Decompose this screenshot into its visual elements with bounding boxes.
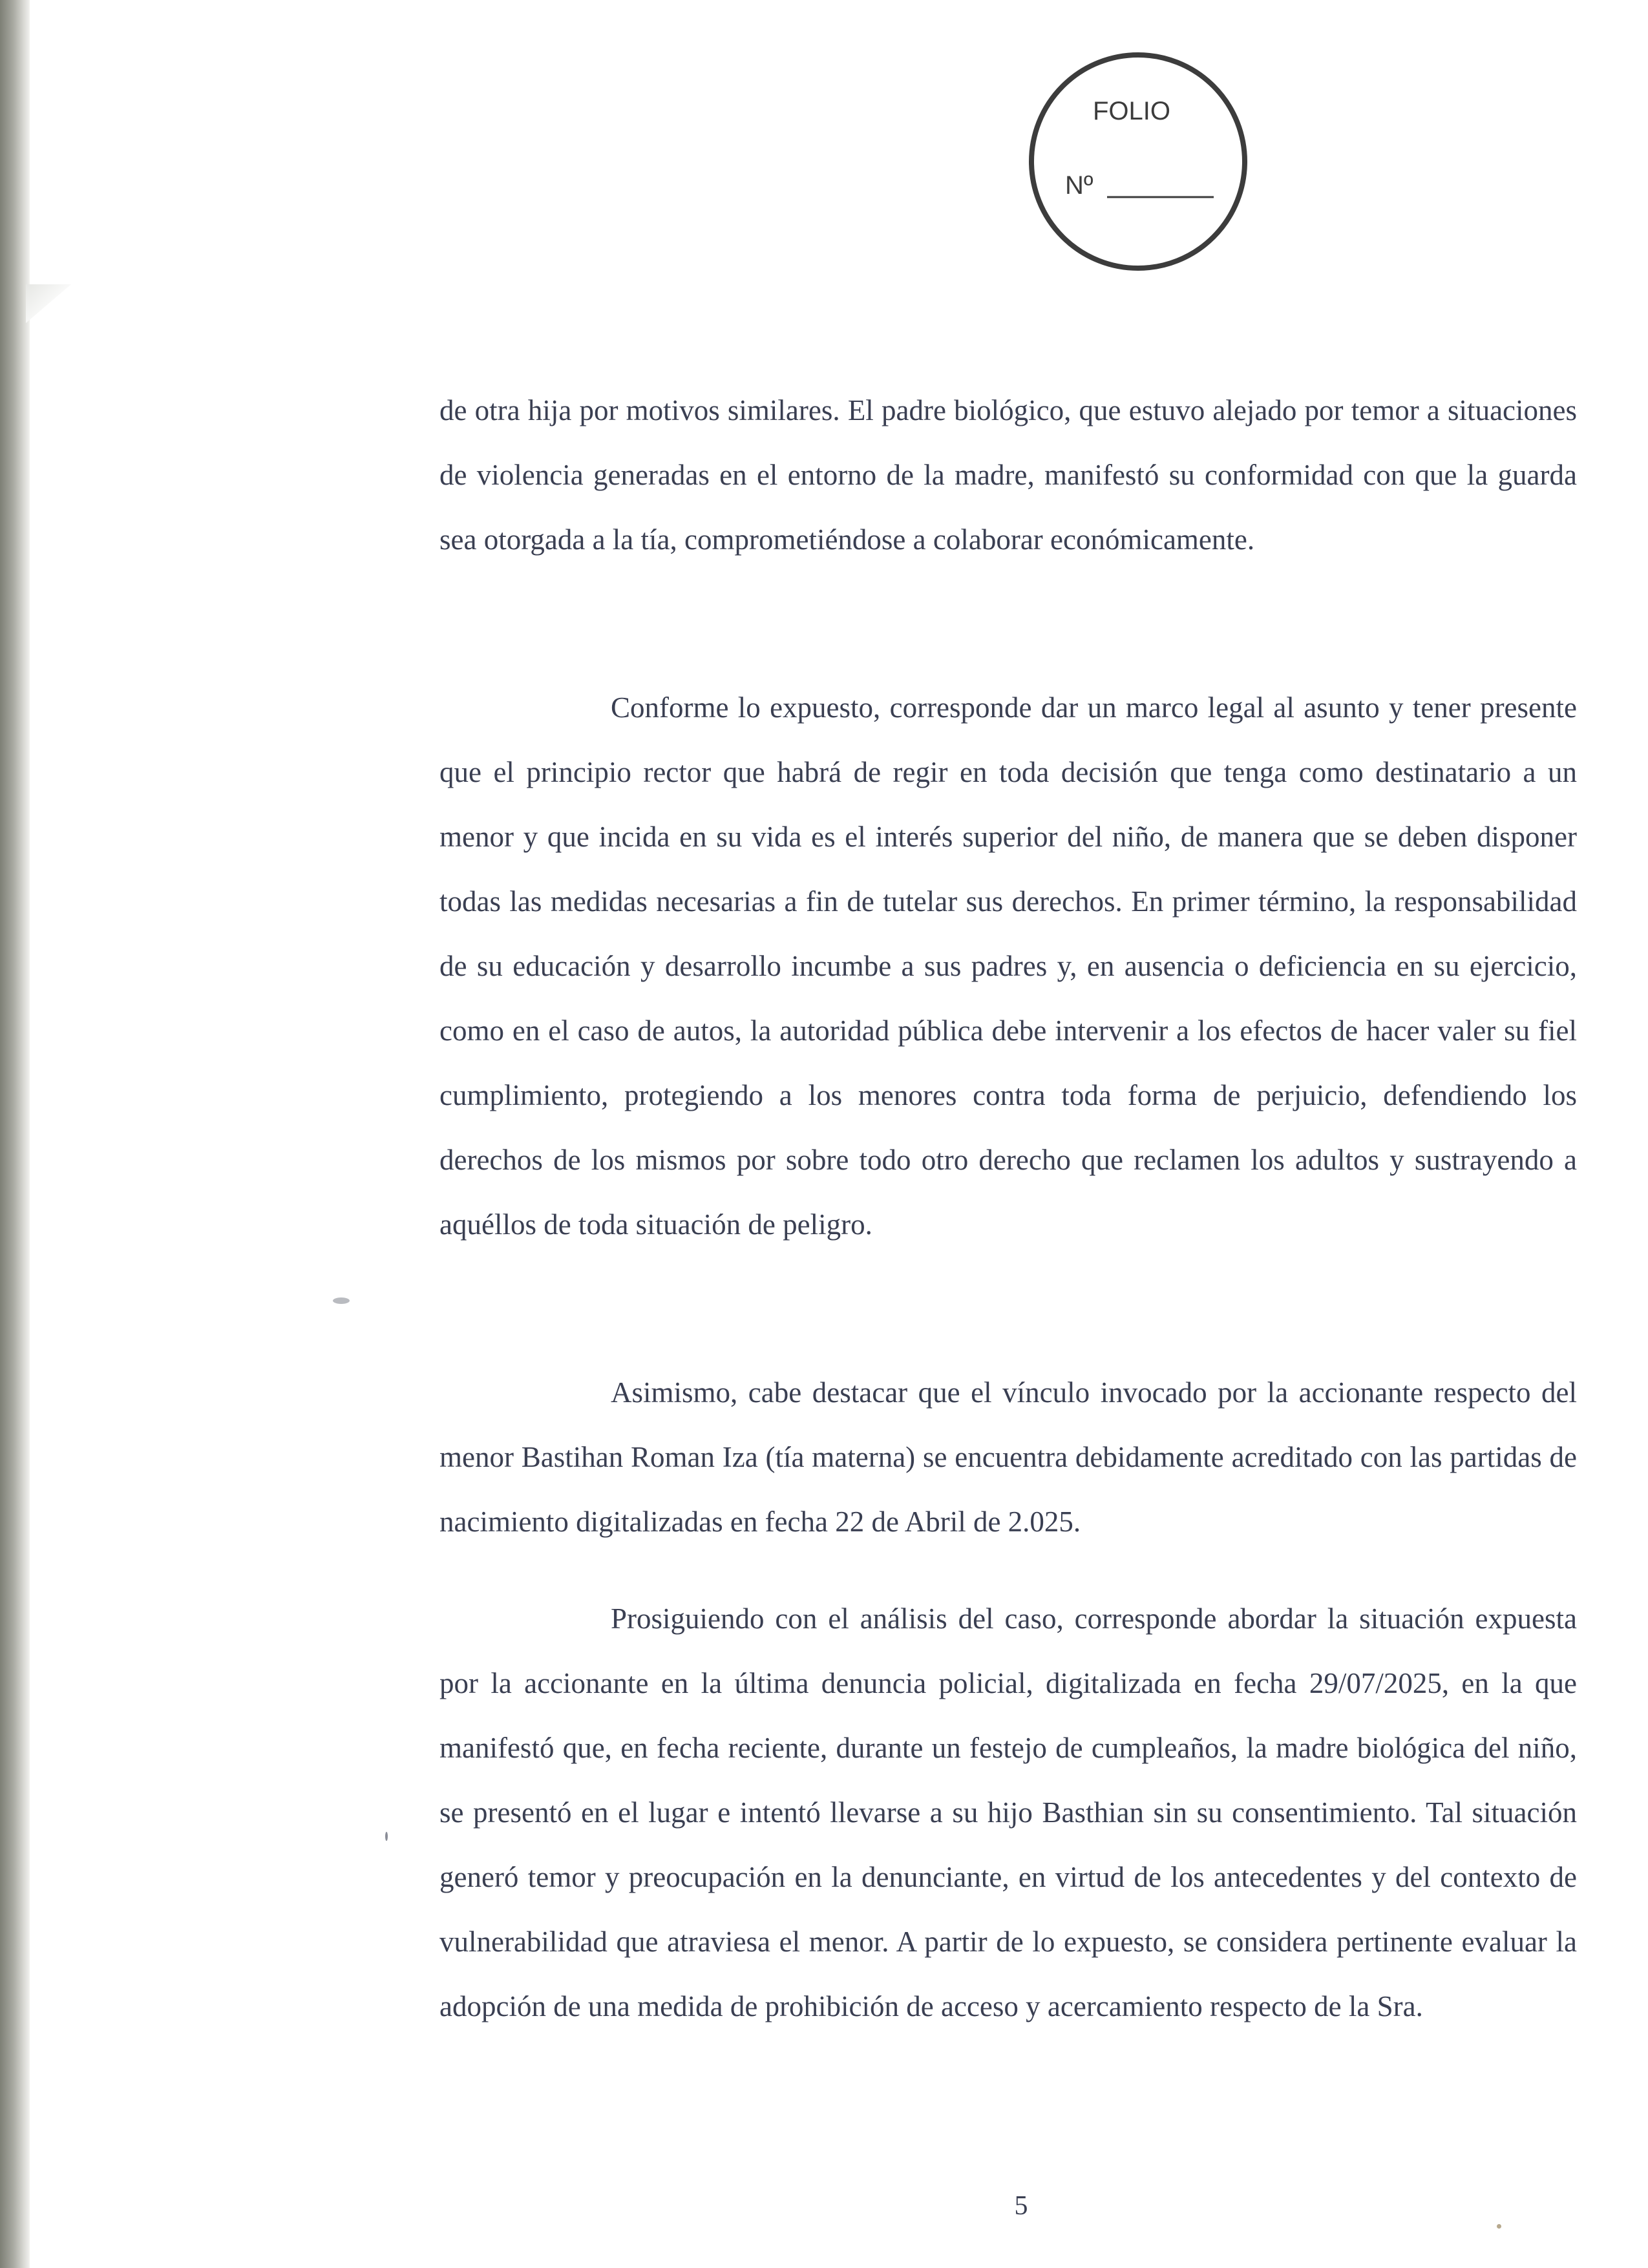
paragraph-2 [439,675,1577,1257]
paragraph-4 [439,1586,1577,2039]
paragraph-3-text: Asimismo, cabe destacar que el vínculo invocado por la accionante respecto del menor Bastihan Roman Iza (tía materna) se encuentra debidamente acreditado con las partidas de nacimiento digitalizadas en fecha 22 de Abril de 2.025. [439,1376,1577,1538]
paragraph-3 [439,1360,1577,1554]
stamp-number-label: Nº [1065,171,1093,200]
paragraph-4-text: Prosiguiendo con el análisis del caso, corresponde abordar la situación expuesta por la accionante en la última denuncia policial, digitalizada en fecha 29/07/2025, en la que manifestó que, en fecha reciente, durante un festejo de cumpleaños, la madre biológica del niño, se presentó en el lugar e intentó llevarse a su hijo Basthian sin su consentimiento. Tal situación generó temor y preocupación en la denunciante, en virtud de los antecedentes y del contexto de vulnerabilidad que atraviesa el menor. A partir de lo expuesto, se considera pertinente evaluar la adopción de una medida de prohibición de acceso y acercamiento respecto de la Sra. [439,1602,1577,2022]
scan-speck [385,1832,388,1841]
paragraph-2-text: Conforme lo expuesto, corresponde dar un marco legal al asunto y tener presente que el principio rector que habrá de regir en toda decisión que tenga como destinatario a un menor y que incida en su vida es el interés superior del niño, de manera que se deben disponer todas las medidas necesarias a fin de tutelar sus derechos. En primer término, la responsabilidad de su educación y desarrollo incumbe a sus padres y, en ausencia o deficiencia en su ejercicio, como en el caso de autos, la autoridad pública debe intervenir a los efectos de hacer valer su fiel cumplimiento, protegiendo a los menores contra toda forma de perjuicio, defendiendo los derechos de los mismos por sobre todo otro derecho que reclamen los adultos y sustrayendo a aquéllos de toda situación de peligro. [439,691,1577,1241]
paragraph-1-text: de otra hija por motivos similares. El padre biológico, que estuvo alejado por temor a situaciones de violencia generadas en el entorno de la madre, manifestó su conformidad con que la guarda sea otorgada a la tía, comprometiéndose a colaborar económicamente. [439,394,1577,556]
paragraph-1 [439,378,1577,572]
scan-speck [1497,2224,1501,2229]
stamp-title: FOLIO [1092,97,1171,125]
scan-speck [333,1297,350,1304]
scanned-page-edge [0,0,30,2268]
page-number: 5 [1014,2191,1028,2221]
folio-stamp [1023,52,1253,271]
stamp-circle [1031,55,1245,268]
folded-corner [26,284,71,323]
